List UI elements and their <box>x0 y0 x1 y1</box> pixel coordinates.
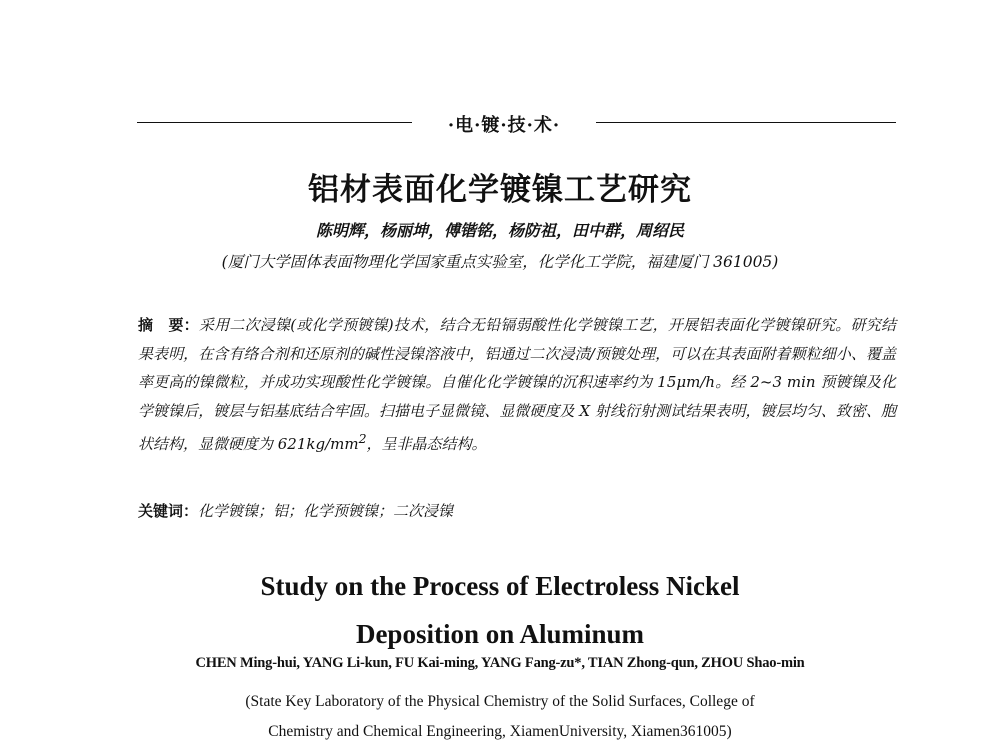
authors-english: CHEN Ming-hui, YANG Li-kun, FU Kai-ming, YANG Fang-zu*, TIAN Zhong-qun, ZHOU Shao-min <box>195 655 805 671</box>
abstract-superscript: 2 <box>358 431 367 446</box>
section-header <box>0 108 1000 138</box>
affiliation-english-line2: Chemistry and Chemical Engineering, XiamenUniversity, Xiamen361005) <box>268 723 732 740</box>
abstract-text: 采用二次浸镍(或化学预镀镍)技术，结合无铅镉弱酸性化学镀镍工艺，开展铝表面化学镀镍研究。研究结果表明，在含有络合剂和还原剂的碱性浸镍溶液中，铝通过二次浸渍/预镀处理，可以在其表面附着颗粒细小、覆盖率更高的镍微粒，并成功实现酸性化学镀镍。自催化化学镀镍的沉积速率约为 15μm/h。经 2~3 min 预镀镍及化学镀镍后，镀层与铝基底结合牢固。扫描电子显微镜、显微硬度及 X 射线衍射测试结果表明，镀层均匀、致密、胞状结构，显微硬度为 621kg/mm <box>138 316 896 453</box>
title-english-line2: Deposition on Aluminum <box>355 619 645 649</box>
affiliation-english <box>0 687 1000 747</box>
title-english-line1: Study on the Process of Electroless Nickel <box>260 571 740 601</box>
header-rule-left <box>137 122 412 123</box>
affiliation-chinese: (厦门大学固体表面物理化学国家重点实验室，化学化工学院，福建厦门 361005) <box>221 253 779 271</box>
abstract <box>138 311 896 459</box>
title-english <box>0 562 1000 658</box>
keywords-label: 关键词： <box>138 502 199 520</box>
section-label: ·电·镀·技·术· <box>447 115 561 136</box>
abstract-tail: ，呈非晶态结构。 <box>366 435 487 453</box>
keywords-text: 化学镀镍；铝；化学预镀镍；二次浸镍 <box>198 502 454 520</box>
affiliation-english-line1: (State Key Laboratory of the Physical Chemistry of the Solid Surfaces, College of <box>245 693 755 710</box>
header-rule-right <box>596 122 896 123</box>
abstract-label: 摘 要： <box>138 316 199 334</box>
title-chinese: 铝材表面化学镀镍工艺研究 <box>308 172 692 208</box>
authors-chinese: 陈明辉，杨丽坤，傅锴铭，杨防祖，田中群，周绍民 <box>315 221 684 240</box>
keywords <box>138 500 896 521</box>
